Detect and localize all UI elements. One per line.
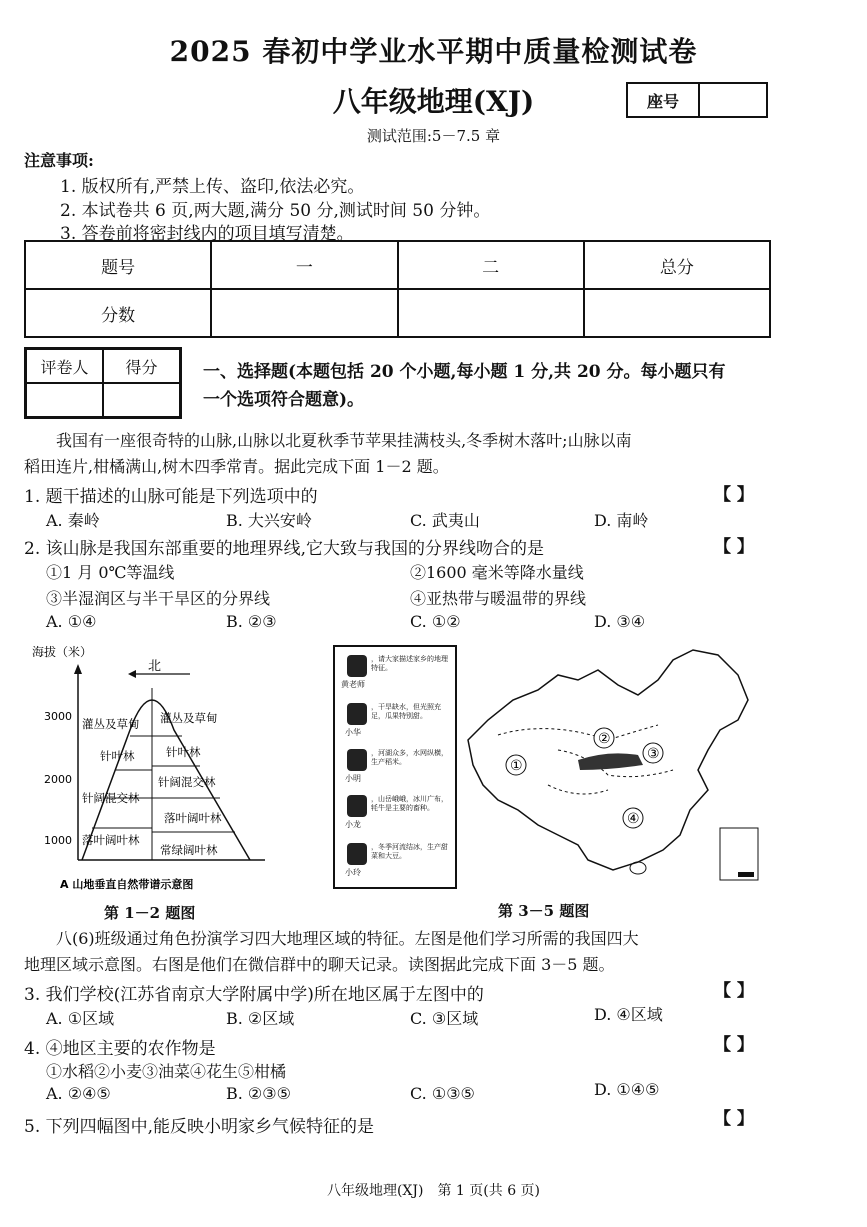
north-label: 北 [148,659,162,674]
question-5-stem: 5. 下列四幅图中,能反映小明家乡气候特征的是 [24,1117,375,1137]
intro-line: 稻田连片,柑橘满山,树木四季常青。据此完成下面 1－2 题。 [24,457,449,476]
question-1-stem: 1. 题干描述的山脉可能是下列选项中的 [24,487,318,507]
region-boundary [498,725,658,740]
score-table-header: 一 [211,241,397,289]
left-zone-label: 针叶林 [100,749,135,763]
q3-option-c[interactable]: C. ③区域 [410,1009,479,1028]
avatar [347,749,367,771]
chat-message [341,701,451,745]
region-label: ③ [647,746,660,762]
grader-reviewer-label: 评卷人 [26,349,103,383]
q1-option-a[interactable]: A. 秦岭 [46,511,100,530]
question-3-stem: 3. 我们学校(江苏省南京大学附属中学)所在地区属于左图中的 [24,985,484,1005]
seat-number-box [626,82,768,118]
q4-option-c[interactable]: C. ①③⑤ [410,1084,475,1103]
china-regions-map [458,640,768,890]
grader-score-cell[interactable] [103,383,180,417]
y-axis-arrow [74,664,82,674]
avatar [347,795,367,817]
chat-name: 小龙 [345,820,361,829]
exam-title: 2025 春初中学业水平期中质量检测试卷 [169,35,698,68]
score-table-header: 总分 [584,241,770,289]
y-tick-label: 2000 [44,773,72,786]
score-row-label: 分数 [25,289,211,337]
chat-name: 小明 [345,774,361,783]
grader-box [24,347,182,419]
q1-option-d[interactable]: D. 南岭 [594,511,649,530]
answer-bracket[interactable]: 【 】 [714,1035,754,1055]
q4-option-d[interactable]: D. ①④⑤ [594,1080,660,1099]
section-1-line: 一个选项符合题意)。 [203,390,365,410]
score-cell[interactable] [211,289,397,337]
vertical-zonation-figure [30,640,280,900]
q3-option-a[interactable]: A. ①区域 [46,1009,115,1028]
fig-left-inner-caption: A 山地垂直自然带谱示意图 [60,878,194,891]
q2-option-a[interactable]: A. ①④ [46,612,97,631]
intro-line: 地理区域示意图。右图是他们在微信群中的聊天记录。读图据此完成下面 3－5 题。 [24,955,615,974]
chat-text: ，请大家描述家乡的地理特征。 [371,655,448,672]
chat-name: 小玲 [345,868,361,877]
q4-option-b[interactable]: B. ②③⑤ [226,1084,291,1103]
answer-bracket[interactable]: 【 】 [714,485,754,505]
q2-option-c[interactable]: C. ①② [410,612,461,631]
q2-item: ③半湿润区与半干旱区的分界线 [46,589,271,608]
intro-line: 八(6)班级通过角色扮演学习四大地理区域的特征。左图是他们学习所需的我国四大 [56,929,639,948]
page-footer: 八年级地理(XJ) 第 1 页(共 6 页) [326,1183,541,1199]
avatar [347,843,367,865]
chat-text: ，干旱缺水，但光照充足，瓜果特别甜。 [371,703,441,720]
score-table-header: 题号 [25,241,211,289]
chat-text: ，冬季河流结冰，生产甜菜和大豆。 [371,843,448,860]
q3-option-b[interactable]: B. ②区域 [226,1009,295,1028]
answer-bracket[interactable]: 【 】 [714,981,754,1001]
q2-option-d[interactable]: D. ③④ [594,612,646,631]
q2-item: ④亚热带与暖温带的界线 [410,589,587,608]
hainan-island [630,862,646,874]
region-boundary [548,785,608,794]
chat-message [341,653,451,697]
test-range: 测试范围:5－7.5 章 [366,127,501,145]
q1-option-c[interactable]: C. 武夷山 [410,511,480,530]
region-label: ④ [627,811,640,827]
chat-panel [333,645,457,889]
right-zone-label: 针叶林 [166,745,201,759]
intro-line: 我国有一座很奇特的山脉,山脉以北夏秋季节苹果挂满枝头,冬季树木落叶;山脉以南 [56,431,632,450]
q2-option-b[interactable]: B. ②③ [226,612,277,631]
right-zone-label: 针阔混交林 [158,775,216,789]
answer-bracket[interactable]: 【 】 [714,537,754,557]
notice-item: 3. 答卷前将密封线内的项目填写清楚。 [60,224,354,244]
q2-item: ①1 月 0℃等温线 [46,563,175,582]
grader-score-label: 得分 [103,349,180,383]
score-cell[interactable] [584,289,770,337]
loess-plateau-shade [578,753,643,770]
notice-item: 2. 本试卷共 6 页,两大题,满分 50 分,测试时间 50 分钟。 [60,201,491,221]
score-table [24,240,771,338]
chat-text: ，河湖众多，水网纵横，生产稻米。 [371,749,448,766]
region-label: ② [598,731,611,747]
region-label: ① [510,758,523,774]
chat-message [341,793,451,837]
fig-left-caption: 第 1－2 题图 [104,904,196,922]
section-1-heading [203,358,773,414]
question-2-stem: 2. 该山脉是我国东部重要的地理界线,它大致与我国的分界线吻合的是 [24,539,545,559]
y-tick-label: 3000 [44,710,72,723]
north-arrow-head [128,670,136,678]
left-zone-label: 针阔混交林 [82,791,140,805]
score-cell[interactable] [398,289,584,337]
q1-option-b[interactable]: B. 大兴安岭 [226,511,312,530]
left-zone-label: 落叶阔叶林 [82,833,140,847]
right-zone-label: 灌丛及草甸 [160,711,218,725]
answer-bracket[interactable]: 【 】 [714,1109,754,1129]
score-table-header: 二 [398,241,584,289]
avatar [347,703,367,725]
notice-heading: 注意事项: [24,151,94,170]
q2-item: ②1600 毫米等降水量线 [410,563,584,582]
q3-option-d[interactable]: D. ④区域 [594,1005,663,1024]
intro-paragraph [24,926,784,978]
seat-label: 座号 [628,84,700,116]
right-zone-label: 落叶阔叶林 [164,811,222,825]
question-4-stem: 4. ④地区主要的农作物是 [24,1039,216,1059]
grader-reviewer-cell[interactable] [26,383,103,417]
fig-right-caption: 第 3－5 题图 [498,902,590,920]
chat-text: ，山岳峨峨，冰川广布，牦牛是主要的畜种。 [371,795,448,812]
fig-left-ylabel: 海拔（米） [32,645,93,659]
scale-bar [738,872,754,877]
notice-item: 1. 版权所有,严禁上传、盗印,依法必究。 [60,177,365,197]
q4-items: ①水稻②小麦③油菜④花生⑤柑橘 [46,1062,287,1081]
avatar [347,655,367,677]
q4-option-a[interactable]: A. ②④⑤ [46,1084,111,1103]
chat-name: 小华 [345,728,361,737]
y-tick-label: 1000 [44,834,72,847]
right-zone-label: 常绿阔叶林 [160,843,218,857]
intro-paragraph [24,428,784,480]
chat-message [341,747,451,791]
section-1-line: 一、选择题(本题包括 20 个小题,每小题 1 分,共 20 分。每小题只有 [203,362,726,382]
exam-subtitle: 八年级地理(XJ) [332,85,535,118]
chat-message [341,841,451,885]
left-zone-label: 灌丛及草甸 [82,717,140,731]
chat-name: 黄老师 [341,680,365,689]
